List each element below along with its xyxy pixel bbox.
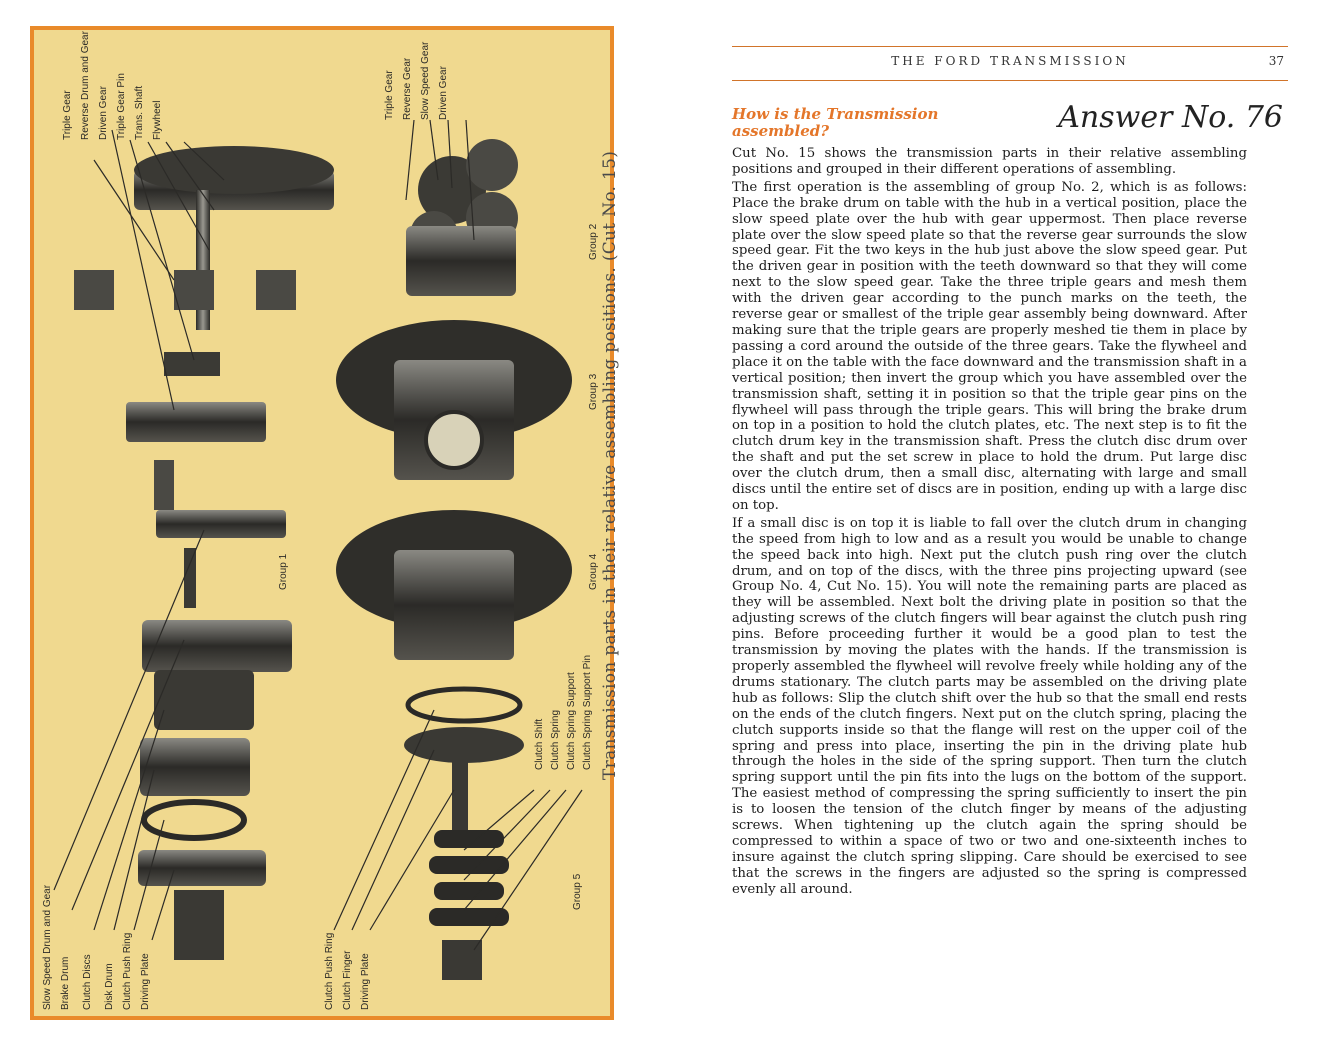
label-driving-plate: Driving Plate — [140, 953, 151, 1010]
answer-heading: Answer No. 76 — [1058, 100, 1283, 135]
label-group-1: Group 1 — [278, 553, 289, 590]
label-flywheel: Flywheel — [152, 100, 163, 140]
label-g2-driven-gear: Driven Gear — [438, 66, 449, 120]
label-disk-drum: Disk Drum — [104, 963, 115, 1010]
label-g2-reverse-gear: Reverse Gear — [402, 57, 413, 120]
paragraph: The first operation is the assembling of group No. 2, which is as follows: Place the brake drum on table with the hub in a vertical position, place the slow speed plate over the hub with gear uppermost. Then place reverse plate over the slow speed plate so that the reverse gear surrounds the slow speed gear. Fit the two keys in the hub just above the slow speed gear. Put the driven gear in position with the teeth downward so that they will come next to the slow speed gear. Take the three triple gears and mesh them with the driven gear according to the punch marks on the teeth, the reverse gear or smallest of the triple gear assembly being downward. After making sure that the triple gears are properly meshed tie them in place by passing a cord around the outside of the three gears. Take the flywheel and place it on the table with the face downward and the transmission shaft in a vertical position; then invert the group which you have assembled over the transmission shaft, setting it in position so that the triple gear pins on the flywheel will pass through the triple gears. This will bring the brake drum on top in a position to hold the clutch plates, etc. The next step is to fit the clutch drum key in the transmission shaft. Press the clutch disc drum over the shaft and put the set screw in place to hold the drum. Put large disc over the clutch drum, then a small disc, alternating with large and small discs until the entire set of discs are in position, ending up with a large disc on top. — [732, 179, 1247, 513]
label-g2-slow-speed-gear: Slow Speed Gear — [420, 41, 431, 120]
question-heading: How is the Transmission assembled? — [732, 105, 939, 140]
label-g5-clutch-finger: Clutch Finger — [342, 950, 353, 1010]
label-clutch-discs: Clutch Discs — [82, 954, 93, 1010]
label-clutch-spring: Clutch Spring — [550, 709, 561, 770]
driven-gear-part — [164, 352, 220, 376]
answer-body — [732, 146, 1247, 900]
clutch-discs-part — [154, 670, 254, 730]
group-3-parts — [336, 320, 572, 480]
label-clutch-spring-support-pin: Clutch Spring Support Pin — [582, 654, 593, 770]
left-page — [0, 0, 650, 1047]
label-reverse-drum: Reverse Drum and Gear — [80, 31, 91, 140]
paragraph: If a small disc is on top it is liable to fall over the clutch drum in changing the speed from high to low and as a result you would be unable to change the speed back into high. Next put the clutch push ring over the clutch drum, and on top of the discs, with the three pins projecting upward (see Group No. 4, Cut No. 15). You will note the remaining parts are placed as they will be assembled. Next bolt the driving plate in position so that the adjusting screws of the clutch fingers will bear against the clutch push ring pins. Before proceeding further it would be a good plan to test the transmission by moving the plates with the hands. If the transmission is properly assembled the flywheel will revolve freely while holding any of the drums stationary. The clutch parts may be assembled on the driving plate hub as follows: Slip the clutch shift over the hub so that the small end rests on the ends of the clutch fingers. Next put on the clutch spring, placing the clutch supports inside so that the flange will rest on the upper coil of the spring and press into place, inserting the pin in the driving plate hub through the holes in the side of the spring support. Then turn the clutch spring support until the pin fits into the lugs on the bottom of the support. The easiest method of compressing the spring sufficiently to insert the pin is to loosen the tension of the clutch finger by means of the adjusting screws. When tightening up the clutch again the spring should be compressed to within a space of two or two and one-sixteenth inches to insure against the clutch spring slipping. Care should be exercised to see that the screws in the fingers are adjusted so the spring is compressed evenly all around. — [732, 515, 1247, 897]
triple-gear-part — [256, 270, 296, 310]
running-head — [732, 54, 1288, 74]
page-number: 37 — [1268, 54, 1284, 68]
slow-speed-hub — [154, 460, 174, 510]
disk-drum-part — [140, 738, 250, 796]
label-group-3: Group 3 — [588, 373, 599, 410]
label-driven-gear: Driven Gear — [98, 86, 109, 140]
figure-caption: Transmission parts in their relative assembling positions. (Cut No. 15) — [600, 150, 620, 780]
label-trans-shaft: Trans. Shaft — [134, 85, 145, 140]
triple-gear-part — [74, 270, 114, 310]
driving-plate-hub — [174, 890, 224, 960]
right-page — [700, 0, 1319, 1047]
label-g5-clutch-push-ring: Clutch Push Ring — [324, 932, 335, 1010]
head-rule — [732, 80, 1288, 81]
label-clutch-push-ring: Clutch Push Ring — [122, 932, 133, 1010]
driving-plate-part — [138, 850, 266, 886]
label-group-2: Group 2 — [588, 223, 599, 260]
label-g2-triple-gear: Triple Gear — [384, 70, 395, 120]
slow-speed-drum-part — [156, 510, 286, 538]
group-2-parts — [406, 139, 518, 296]
reverse-drum-part — [126, 402, 266, 442]
top-rule — [732, 46, 1288, 47]
label-clutch-shift: Clutch Shift — [534, 718, 545, 770]
label-slow-speed-drum: Slow Speed Drum and Gear — [42, 884, 53, 1010]
group-4-parts — [336, 510, 572, 830]
label-g5-driving-plate: Driving Plate — [360, 953, 371, 1010]
label-triple-gear: Triple Gear — [62, 90, 73, 140]
label-clutch-spring-support: Clutch Spring Support — [566, 672, 577, 770]
transmission-parts-plate — [30, 26, 614, 1020]
paragraph: Cut No. 15 shows the transmission parts in their relative assembling positions and grouped in their different operations of assembling. — [732, 146, 1247, 177]
label-group-4: Group 4 — [588, 553, 599, 590]
label-triple-gear-pin: Triple Gear Pin — [116, 73, 127, 140]
group-1-parts — [74, 146, 334, 960]
exploded-transmission-illustration — [34, 30, 610, 1016]
brake-drum-part — [142, 620, 292, 672]
label-brake-drum: Brake Drum — [60, 956, 71, 1010]
brake-drum-hub — [184, 548, 196, 608]
triple-gear-part — [174, 270, 214, 310]
clutch-push-ring-part — [144, 802, 244, 838]
running-title: THE FORD TRANSMISSION — [891, 54, 1129, 68]
label-group-5: Group 5 — [572, 873, 583, 910]
